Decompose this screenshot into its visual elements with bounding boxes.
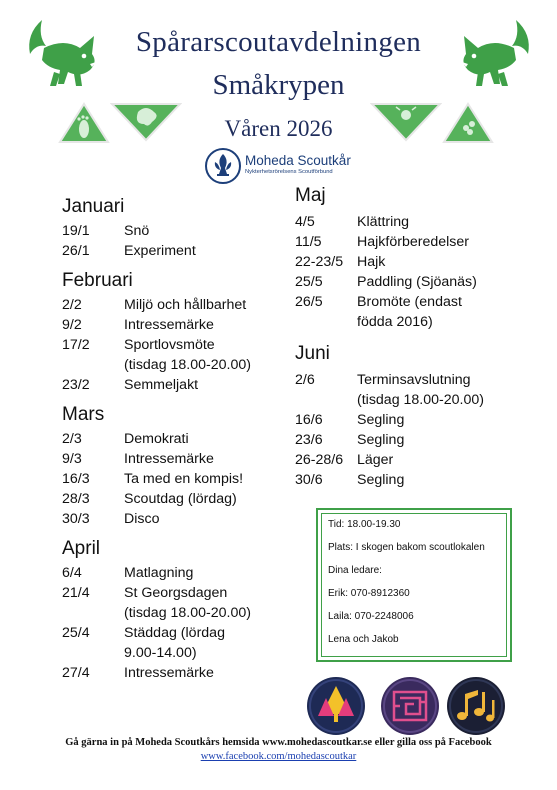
group-name: Småkrypen bbox=[212, 69, 345, 101]
schedule-row bbox=[62, 583, 312, 623]
footer-text: Gå gärna in på Moheda Scoutkårs hemsida www.mohedascoutkar.se eller gilla oss på Facebook bbox=[65, 737, 492, 748]
event-title: (tisdag 18.00-20.00) bbox=[357, 392, 484, 408]
schedule-row bbox=[62, 295, 312, 315]
event-date: 22-23/5 bbox=[295, 254, 344, 270]
event-date: 19/1 bbox=[62, 223, 90, 239]
event-date: 30/3 bbox=[62, 511, 90, 527]
schedule-row bbox=[62, 335, 312, 375]
event-title: Segling bbox=[357, 412, 405, 428]
event-date: 26-28/6 bbox=[295, 452, 344, 468]
footprint-badge-icon bbox=[58, 102, 110, 144]
event-title: Hajkförberedelser bbox=[357, 234, 469, 250]
event-title: Matlagning bbox=[124, 565, 194, 581]
lily-emblem-icon bbox=[205, 148, 241, 184]
event-title: Städdag (lördag bbox=[124, 625, 225, 641]
fox-icon bbox=[24, 14, 102, 92]
info-place: Plats: I skogen bakom scoutlokalen bbox=[328, 542, 485, 553]
event-title: Demokrati bbox=[124, 431, 189, 447]
schedule-row bbox=[295, 252, 545, 272]
schedule-row bbox=[62, 449, 312, 469]
event-title: födda 2016) bbox=[357, 314, 433, 330]
event-title: (tisdag 18.00-20.00) bbox=[124, 605, 251, 621]
month-heading: Maj bbox=[295, 185, 326, 206]
schedule-row bbox=[62, 469, 312, 489]
event-title: Intressemärke bbox=[124, 665, 214, 681]
schedule-row bbox=[295, 470, 545, 490]
logo-subtitle: Nykterhetsrörelsens Scoutförbund bbox=[245, 169, 333, 175]
event-title: Klättring bbox=[357, 214, 410, 230]
event-date: 9/2 bbox=[62, 317, 82, 333]
scout-logo bbox=[205, 148, 365, 186]
event-date: 16/6 bbox=[295, 412, 323, 428]
bug-badge-icon bbox=[370, 102, 442, 142]
month-heading: Juni bbox=[295, 343, 330, 364]
event-date: 23/2 bbox=[62, 377, 90, 393]
schedule-row bbox=[62, 241, 312, 261]
event-date: 30/6 bbox=[295, 472, 323, 488]
event-title: 9.00-14.00) bbox=[124, 645, 197, 661]
event-date: 2/3 bbox=[62, 431, 82, 447]
fox-icon bbox=[456, 14, 534, 92]
event-date: 16/3 bbox=[62, 471, 90, 487]
schedule-row bbox=[295, 272, 545, 292]
forest-badge-icon bbox=[306, 676, 366, 736]
info-leader: Erik: 070-8912360 bbox=[328, 588, 410, 599]
event-title: Segling bbox=[357, 432, 405, 448]
schedule-row bbox=[62, 429, 312, 449]
leaf-badge-icon bbox=[110, 102, 182, 142]
event-date: 11/5 bbox=[295, 234, 322, 250]
schedule-row bbox=[62, 315, 312, 335]
event-title: Intressemärke bbox=[124, 317, 214, 333]
event-date: 4/5 bbox=[295, 214, 315, 230]
event-title: (tisdag 18.00-20.00) bbox=[124, 357, 251, 373]
event-title: Scoutdag (lördag) bbox=[124, 491, 237, 507]
schedule-row bbox=[295, 450, 545, 470]
event-date: 25/4 bbox=[62, 625, 90, 641]
event-title: Disco bbox=[124, 511, 160, 527]
event-title: Snö bbox=[124, 223, 150, 239]
info-time: Tid: 18.00-19.30 bbox=[328, 519, 401, 530]
schedule-row bbox=[62, 563, 312, 583]
event-date: 21/4 bbox=[62, 585, 90, 601]
event-title: Paddling (Sjöanäs) bbox=[357, 274, 477, 290]
event-title: St Georgsdagen bbox=[124, 585, 228, 601]
flower-badge-icon bbox=[442, 102, 494, 144]
logo-name: Moheda Scoutkår bbox=[245, 153, 351, 168]
facebook-link[interactable]: www.facebook.com/mohedascoutkar bbox=[200, 751, 357, 762]
schedule-row bbox=[295, 232, 545, 252]
event-date: 2/2 bbox=[62, 297, 82, 313]
page-title: Spårarscoutavdelningen bbox=[135, 26, 422, 58]
schedule-row bbox=[62, 375, 312, 395]
event-title: Bromöte (endast bbox=[357, 294, 462, 310]
event-title: Miljö och hållbarhet bbox=[124, 297, 247, 313]
event-date: 17/2 bbox=[62, 337, 90, 353]
schedule-row bbox=[295, 212, 545, 232]
event-date: 25/5 bbox=[295, 274, 323, 290]
info-leaders-heading: Dina ledare: bbox=[328, 565, 382, 576]
event-date: 9/3 bbox=[62, 451, 82, 467]
event-date: 28/3 bbox=[62, 491, 90, 507]
maze-badge-icon bbox=[380, 676, 440, 736]
info-box bbox=[316, 508, 512, 662]
event-date: 6/4 bbox=[62, 565, 82, 581]
info-leader: Laila: 070-2248006 bbox=[328, 611, 414, 622]
music-badge-icon bbox=[446, 676, 506, 736]
event-title: Hajk bbox=[357, 254, 386, 270]
info-leader: Lena och Jakob bbox=[328, 634, 399, 645]
schedule-row bbox=[295, 370, 545, 410]
schedule-row bbox=[62, 221, 312, 241]
month-heading: Mars bbox=[62, 404, 105, 425]
event-title: Experiment bbox=[124, 243, 196, 259]
month-heading: Februari bbox=[62, 270, 133, 291]
event-title: Ta med en kompis! bbox=[124, 471, 244, 487]
event-title: Sportlovsmöte bbox=[124, 337, 215, 353]
event-date: 26/5 bbox=[295, 294, 323, 310]
event-date: 23/6 bbox=[295, 432, 323, 448]
event-date: 26/1 bbox=[62, 243, 90, 259]
event-title: Läger bbox=[357, 452, 394, 468]
month-heading: April bbox=[62, 538, 101, 559]
event-title: Segling bbox=[357, 472, 405, 488]
event-title: Intressemärke bbox=[124, 451, 214, 467]
schedule-row bbox=[295, 292, 545, 332]
term-subtitle: Våren 2026 bbox=[224, 116, 333, 141]
schedule-row bbox=[62, 509, 312, 529]
event-title: Semmeljakt bbox=[124, 377, 199, 393]
event-date: 2/6 bbox=[295, 372, 315, 388]
schedule-row bbox=[62, 623, 312, 663]
schedule-row bbox=[295, 430, 545, 450]
schedule-row bbox=[62, 489, 312, 509]
schedule-row bbox=[295, 410, 545, 430]
schedule-row bbox=[62, 663, 312, 683]
event-date: 27/4 bbox=[62, 665, 90, 681]
month-heading: Januari bbox=[62, 196, 125, 217]
event-title: Terminsavslutning bbox=[357, 372, 471, 388]
